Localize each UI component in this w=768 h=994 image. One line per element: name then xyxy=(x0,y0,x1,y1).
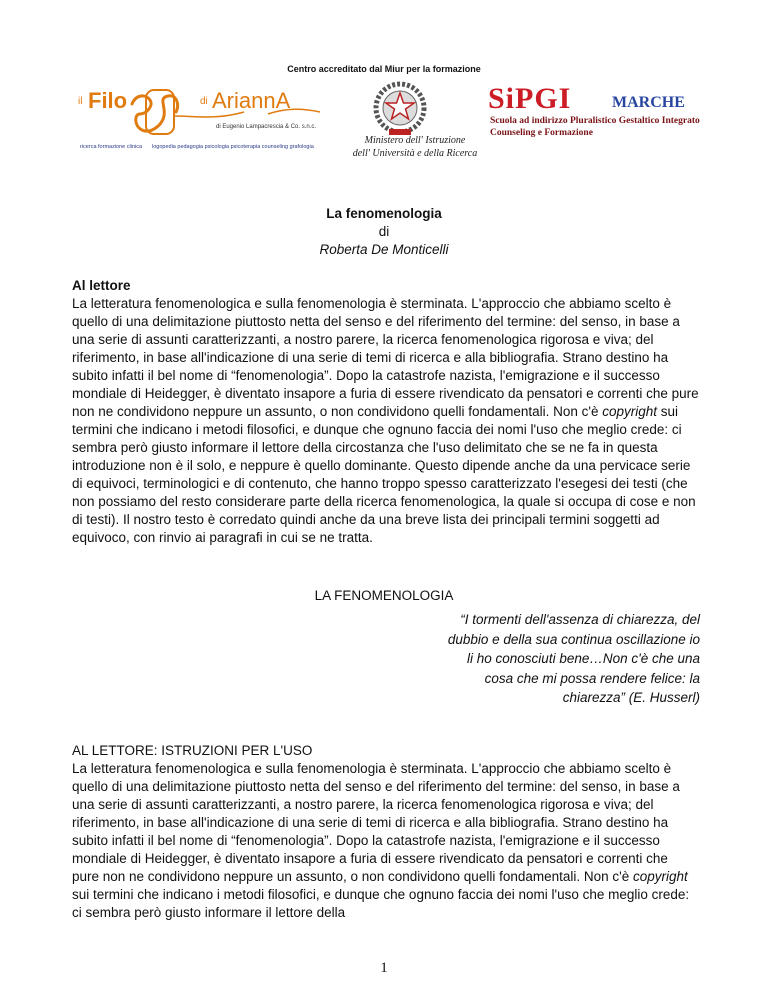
sipgi-brand: SiPGI xyxy=(488,82,572,115)
filo-tagline-right: logopedia pedagogia psicologia psicoterapia counseling grafologia xyxy=(152,144,314,150)
section-al-lettore xyxy=(72,277,700,547)
filo-tagline-left: ricerca formazione clinica xyxy=(80,144,143,150)
paragraph-text: La letteratura fenomenologica e sulla fenomenologia è sterminata. L'approccio che abbiamo scelto è quello di una delimitazione piuttosto netta del senso e del riferimento del termine: del senso, in base a una serie di assunti caratterizzanti, a nostro parere, la ricerca fenomenologica rigorosa e viva; del riferimento, in base all'indicazione di una serie di temi di ricerca e alla bibliografia. Strano destino ha subito infatti il bel nome di “fenomenologia”. Dopo la catastrofe nazista, l'emigrazione e il successo mondiale di Heidegger, è diventato insapore a furia di essere rivendicato da pensatori e correnti che pure non ne condividono neppure un assunto, o non condividono quelli fondamentali. Non c'è xyxy=(72,761,680,884)
filo-word-il: il xyxy=(78,96,83,107)
italian-republic-emblem-icon xyxy=(369,78,431,140)
ministry-line-1: Ministero dell' Istruzione xyxy=(364,135,466,146)
document-title: La fenomenologia xyxy=(326,206,442,221)
paragraph xyxy=(72,760,690,922)
paragraph-text: sui termini che indicano i metodi filosofici, e dunque che ognuno faccia dei nomi l'uso che meglio crede: ci sembra però giusto informare il lettore della circostanza che l'uso delimitato che se ne fa in questa introduzione non è il solo, e neppure è quello dominante. Questo dipende anche da una pervicace serie di equivoci, terminologici e di contenuto, che hanno troppo spesso caratterizzato l'esegesi dei testi (che non possiamo del resto considerare parte della ricerca fenomenologica, la quale si occupa di cose e non di testi). Il nostro testo è corredato quindi anche da una breve lista dei principali termini soggetti ad equivoco, con rinvio ai paragrafi in cui se ne tratta. xyxy=(72,404,696,545)
sipgi-logo xyxy=(488,84,708,144)
paragraph-italic: copyright xyxy=(632,869,688,884)
sipgi-region: MARCHE xyxy=(612,94,685,111)
filo-word-filo: Filo xyxy=(88,88,128,113)
title-block xyxy=(0,205,768,259)
epigraph-quote: “I tormenti dell'assenza di chiarezza, del dubbio e della sua continua oscillazione io li ho conosciuti bene…Non c'è che una cosa che mi possa rendere felice: la chiarezza” (E. Husserl) xyxy=(447,612,700,705)
filo-di-arianna-logo xyxy=(76,86,338,156)
title-by: di xyxy=(378,224,390,239)
section-heading: AL LETTORE: ISTRUZIONI PER L'USO xyxy=(72,743,313,758)
section-title: LA FENOMENOLOGIA xyxy=(314,588,454,603)
filo-subtitle: di Eugenio Lampacrescia & Co. s.n.c. xyxy=(216,124,317,130)
filo-word-arianna: AriannA xyxy=(212,88,291,113)
ministry-caption xyxy=(340,134,490,160)
section-istruzioni xyxy=(72,742,690,922)
paragraph-text: La letteratura fenomenologica e sulla fenomenologia è sterminata. L'approccio che abbiamo scelto è quello di una delimitazione piuttosto netta del senso e del riferimento del termine: del senso, in base a una serie di assunti caratterizzanti, a nostro parere, la ricerca fenomenologica rigorosa e viva; del riferimento, in base all'indicazione di una serie di temi di ricerca e alla bibliografia. Strano destino ha subito infatti il bel nome di “fenomenologia”. Dopo la catastrofe nazista, l'emigrazione e il successo mondiale di Heidegger, è diventato insapore a furia di essere rivendicato da pensatori e correnti che pure non ne condividono neppure un assunto, o non condividono quelli fondamentali. Non c'è xyxy=(72,296,699,419)
filo-word-di: di xyxy=(200,96,208,107)
author-name: Roberta De Monticelli xyxy=(319,242,449,257)
paragraph-text: sui termini che indicano i metodi filosofici, e dunque che ognuno faccia dei nomi l'uso che meglio crede: ci sembra però giusto informare il lettore della xyxy=(72,887,690,920)
paragraph-italic: copyright xyxy=(602,404,657,419)
paragraph xyxy=(72,295,700,547)
ministry-line-2: dell' Università e della Ricerca xyxy=(352,148,478,159)
section-heading: Al lettore xyxy=(72,278,131,293)
page-number: 1 xyxy=(380,960,388,976)
sipgi-tagline-2: Counseling e Formazione xyxy=(490,128,593,138)
accreditation-caption: Centro accreditato dal Miur per la formazione xyxy=(287,64,481,74)
sipgi-tagline-1: Scuola ad indirizzo Pluralistico Gestaltico Integrato xyxy=(490,116,700,126)
